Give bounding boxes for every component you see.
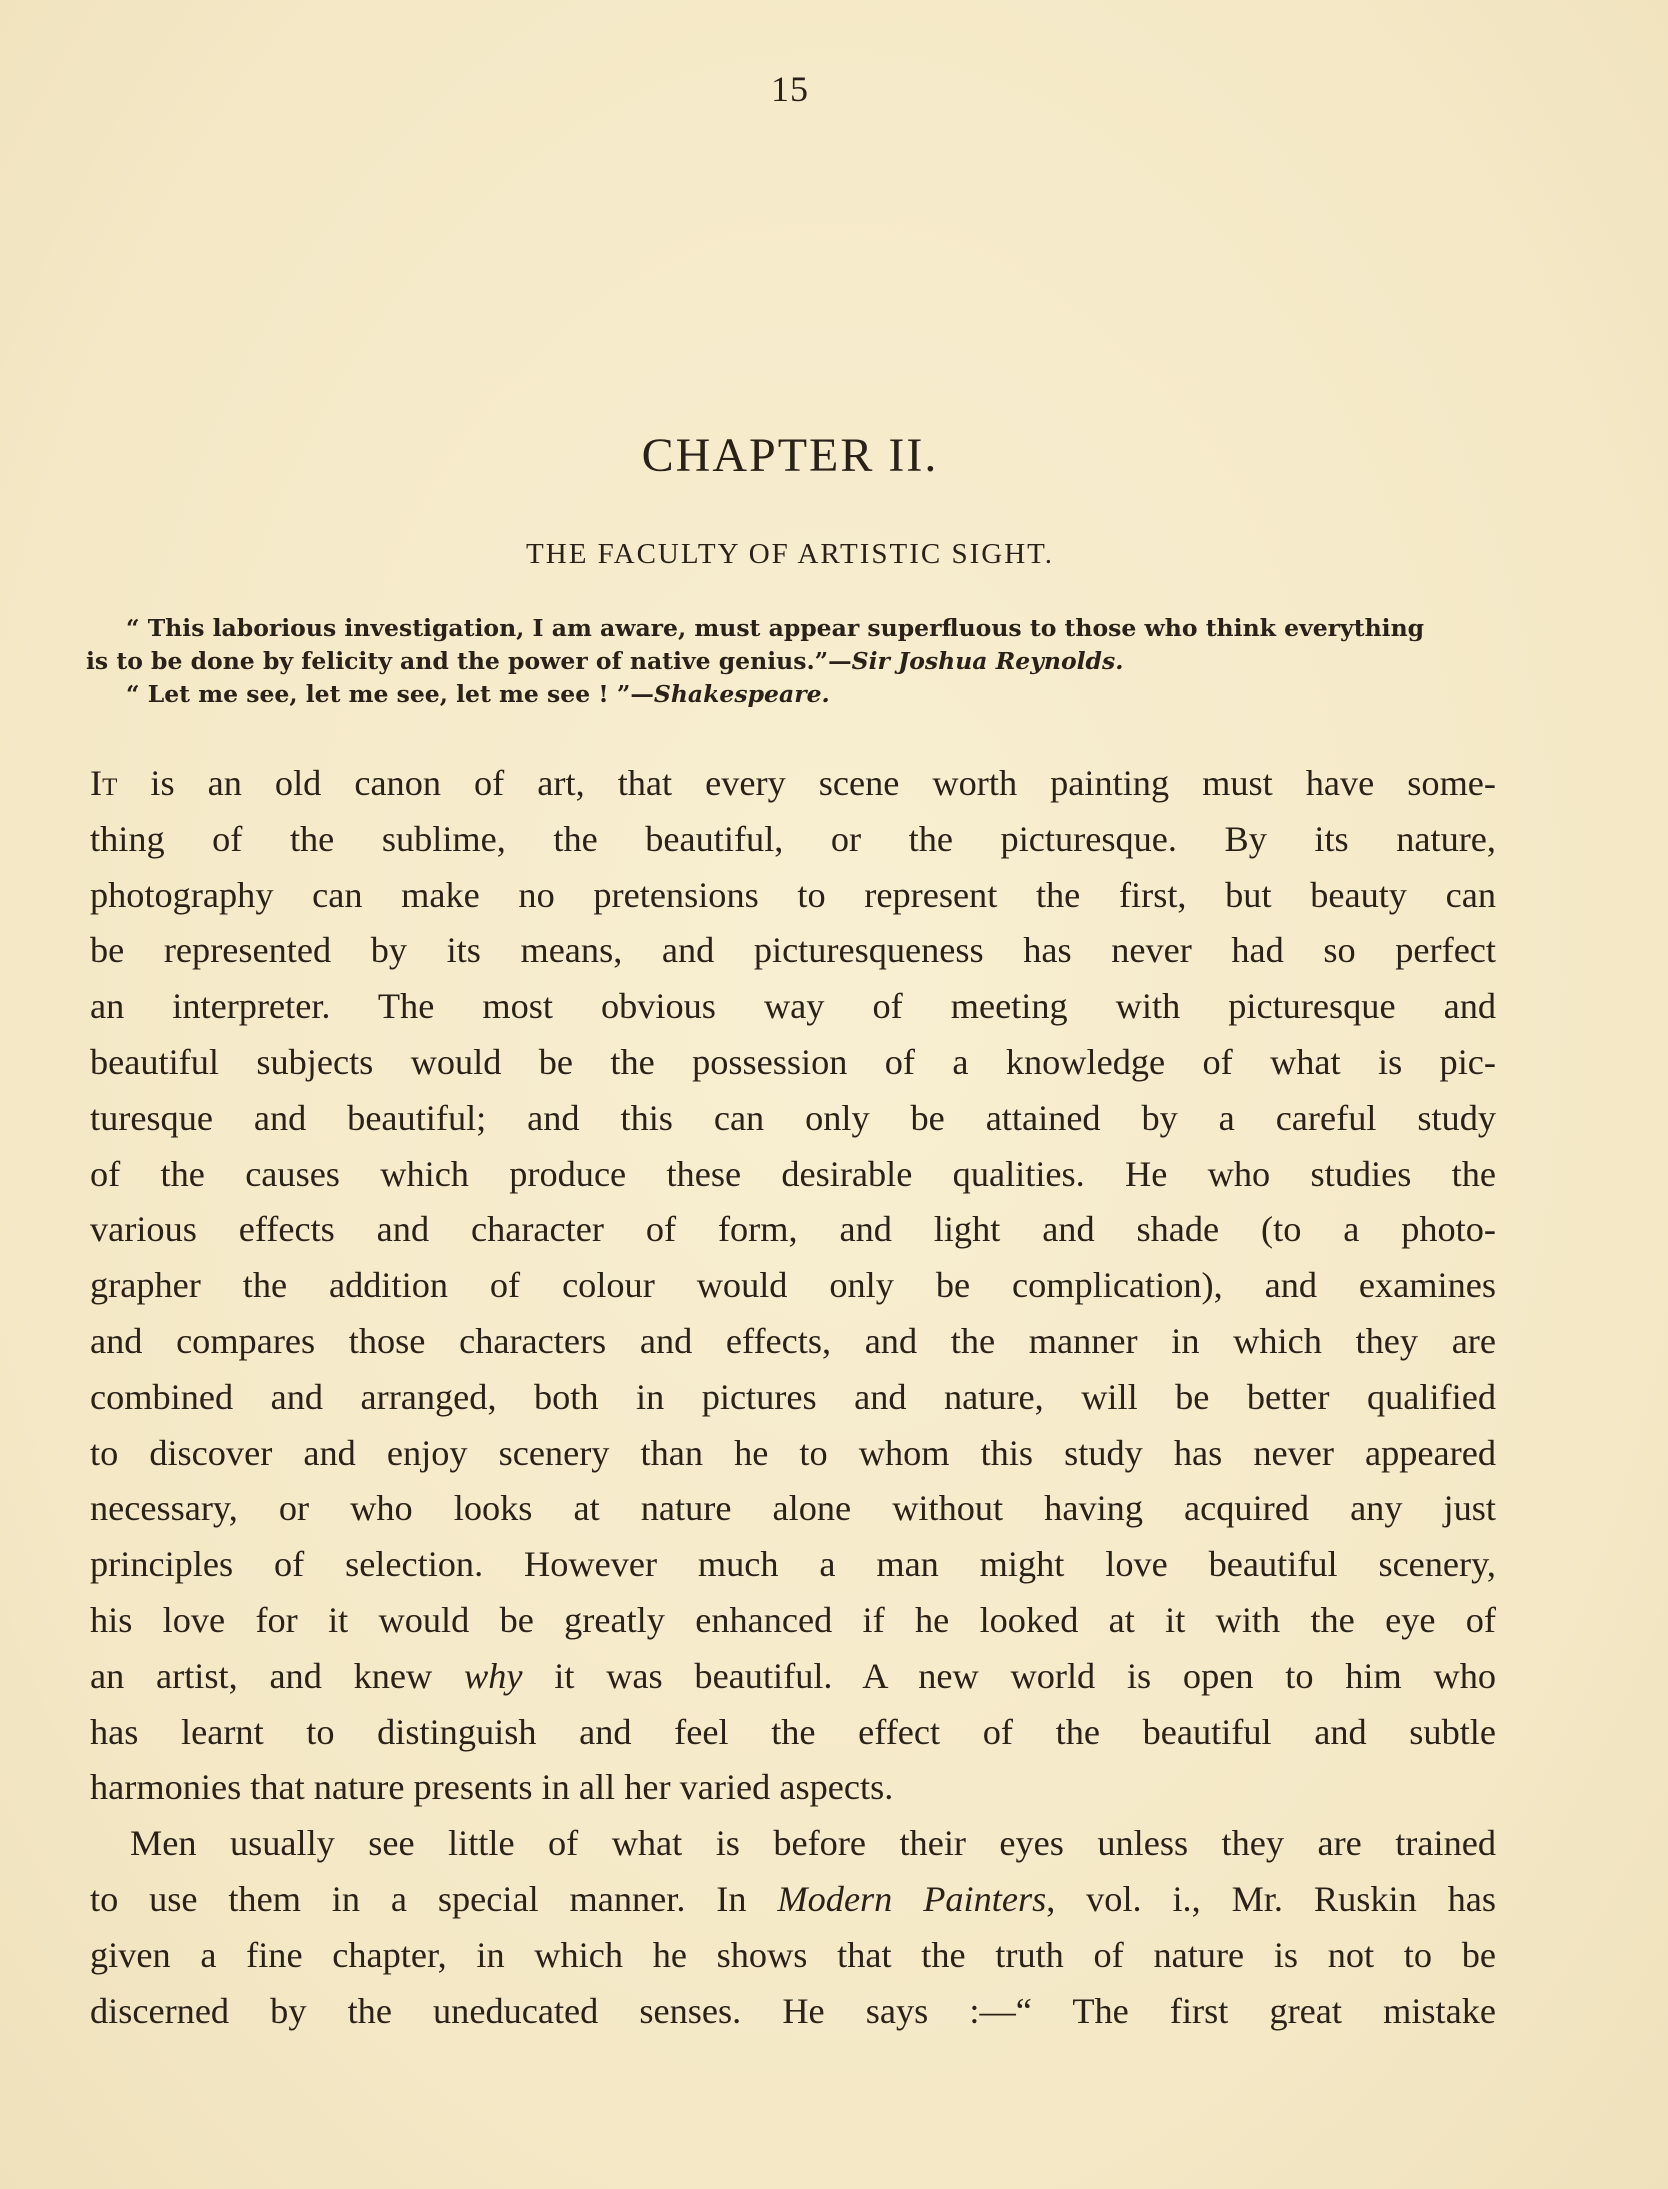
epigraph-reynolds	[86, 612, 1486, 678]
paragraph-line: necessary, or who looks at nature alone without having acquired any just	[90, 1488, 1496, 1529]
epigraphs	[86, 612, 1486, 711]
paragraph-line: discerned by the uneducated senses. He says :—“ The first great mistake	[90, 1990, 1496, 2031]
paragraph-line: be represented by its means, and picturesqueness has never had so perfect	[90, 930, 1496, 971]
paragraph-line: beautiful subjects would be the possession of a knowledge of what is pic-	[90, 1041, 1496, 1082]
paragraph-line: Men usually see little of what is before their eyes unless they are trained	[130, 1823, 1496, 1864]
chapter-title: CHAPTER II.	[641, 429, 939, 482]
paragraph-line: combined and arranged, both in pictures and nature, will be better qualified	[90, 1376, 1496, 1417]
book-title-modern-painters: Modern Painters	[777, 1878, 1047, 1919]
body-text	[90, 756, 1496, 2039]
emphasis-why: why	[464, 1655, 523, 1696]
paragraph-line: an artist, and knew why it was beautiful. A new world is open to him who	[90, 1655, 1496, 1696]
paragraph-line: turesque and beautiful; and this can only be attained by a careful study	[90, 1097, 1496, 1138]
paragraph-line: to discover and enjoy scenery than he to whom this study has never appeared	[90, 1432, 1496, 1473]
paragraph-line: an interpreter. The most obvious way of meeting with picturesque and	[90, 986, 1496, 1027]
chapter-subtitle: THE FACULTY OF ARTISTIC SIGHT.	[526, 538, 1054, 570]
paragraph-line: of the causes which produce these desirable qualities. He who studies the	[90, 1153, 1496, 1194]
paragraph-line: his love for it would be greatly enhanced if he looked at it with the eye of	[90, 1599, 1496, 1640]
epigraph-text: “ This laborious investigation, I am aware, must appear superfluous to those who think everything	[126, 614, 1425, 642]
paragraph-line: grapher the addition of colour would only be complication), and examines	[90, 1265, 1496, 1306]
paragraph-line: principles of selection. However much a man might love beautiful scenery,	[90, 1544, 1496, 1585]
epigraph-text: “ Let me see, let me see, let me see ! ”—	[126, 680, 654, 708]
epigraph-shakespeare	[86, 678, 1486, 711]
epigraph-attribution: Sir Joshua Reynolds.	[851, 647, 1124, 675]
paragraph-line: and compares those characters and effects, and the manner in which they are	[90, 1320, 1496, 1361]
paragraph-line: has learnt to distinguish and feel the effect of the beautiful and subtle	[90, 1711, 1496, 1752]
epigraph-text: is to be done by felicity and the power of native genius.”—	[86, 647, 852, 675]
page-number: 15	[771, 69, 809, 109]
paragraph-line: given a fine chapter, in which he shows that the truth of nature is not to be	[90, 1934, 1496, 1975]
paragraph-line: harmonies that nature presents in all her varied aspects.	[90, 1767, 894, 1808]
paragraph-line: to use them in a special manner. In Modern Painters, vol. i., Mr. Ruskin has	[90, 1878, 1496, 1919]
paragraph-line: thing of the sublime, the beautiful, or the picturesque. By its nature,	[90, 818, 1496, 859]
dropword: It	[90, 763, 118, 803]
paragraph-line: It is an old canon of art, that every scene worth painting must have some-	[90, 763, 1496, 803]
epigraph-attribution: Shakespeare.	[653, 680, 830, 708]
paragraph-line: photography can make no pretensions to represent the first, but beauty can	[90, 874, 1496, 915]
paragraph-line: various effects and character of form, and light and shade (to a photo-	[90, 1209, 1496, 1250]
